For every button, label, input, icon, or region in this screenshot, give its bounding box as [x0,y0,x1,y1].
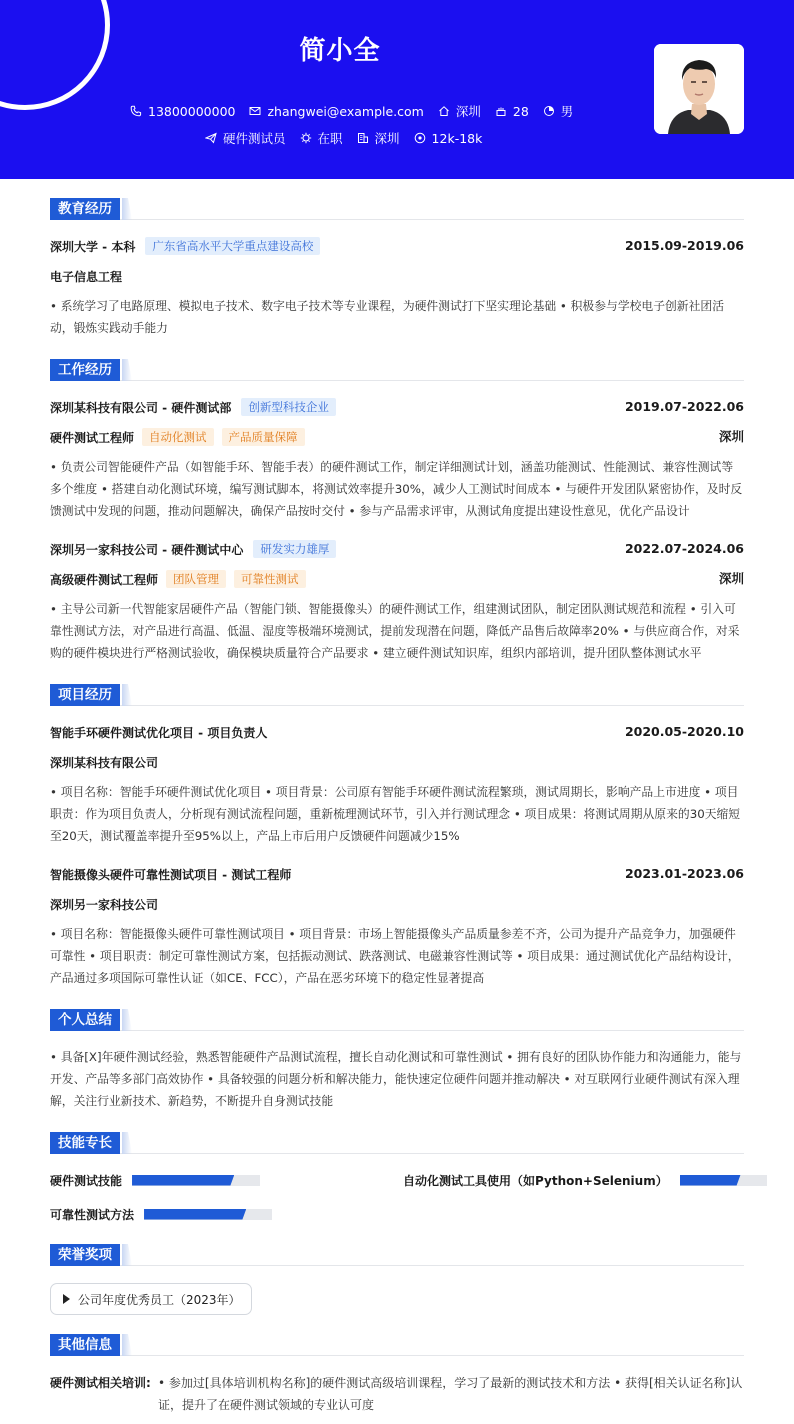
other-info-text: • 参加过[具体培训机构名称]的硬件测试高级培训课程，学习了最新的测试技术和方法 • 获得[相关认证名称]认证，提升了在硬件测试领域的专业认可度 [158,1376,743,1412]
skill-tag: 自动化测试 [142,428,214,446]
building-icon [357,132,369,144]
section-projects [50,684,744,706]
award-name: 公司年度优秀员工（2023年） [78,1292,241,1307]
section-awards [50,1244,744,1266]
gender-icon [543,105,555,117]
project-name: 智能摄像头硬件可靠性测试项目 - 测试工程师 [50,867,292,882]
project-header [50,864,744,884]
skill-level-fill [680,1175,741,1186]
other-info-row [50,1372,744,1416]
title-tail-decoration [122,684,132,706]
job-description: • 负责公司智能硬件产品（如智能手环、智能手表）的硬件测试工作，制定详细测试计划，涵盖功能测试、性能测试、兼容性测试等多个维度 • 搭建自动化测试环境，编写测试脚本，将测试效率提升30%，减少人工测试时间成本 • 与硬件开发团队紧密协作，及时反馈测试中发现的问题，推动问题解决，确保产品按时交付 • 参与产品需求评审，从测试角度提出建设性意见，优化产品设计 [50,460,743,518]
candidate-name: 简小全 [299,36,381,66]
contact-city: 深圳 [438,102,481,120]
job-city: 深圳 [357,129,400,147]
school-tag: 广东省高水平大学重点建设高校 [145,237,320,255]
education-date: 2015.09-2019.06 [624,238,744,253]
skill-name: 可靠性测试方法 [50,1207,135,1222]
project-description: • 项目名称：智能手环硬件测试优化项目 • 项目背景：公司原有智能手环硬件测试流程繁琐，测试周期长，影响产品上市进度 • 项目职责：作为项目负责人，分析现有测试流程问题，重新梳理测试环节，引入并行测试理念 • 项目成果：将测试周期从原来的30天缩短至20天，测试覆盖率提升至95%以上，产品上市后用户反馈硬件问题减少15% [50,785,741,843]
job-role: 硬件测试工程师 [50,430,135,445]
project-date: 2020.05-2020.10 [624,724,744,739]
job-salary: 12k-18k [414,131,483,146]
job-intent-row [205,129,496,147]
mail-icon [249,105,261,117]
skill-item [50,1204,272,1224]
section-work [50,359,744,381]
title-tail-decoration [122,1132,132,1154]
project-company: 深圳另一家科技公司 [50,897,159,912]
avatar-portrait [654,44,744,134]
send-icon [205,132,217,144]
job-city: 深圳 [718,429,744,444]
project-company-line [50,752,744,772]
skill-tag: 产品质量保障 [222,428,305,446]
major: 电子信息工程 [50,269,123,284]
education-description: • 系统学习了电路原理、模拟电子技术、数字电子技术等专业课程，为硬件测试打下坚实理论基础 • 积极参与学校电子创新社团活动，锻炼实践动手能力 [50,299,724,335]
salary-icon [414,132,426,144]
skill-tag: 团队管理 [166,570,226,588]
skill-item [50,1170,260,1190]
job-role-line [50,427,744,447]
project-header [50,722,744,742]
skill-level-bar [132,1175,260,1186]
age-icon [495,105,507,117]
summary-description: • 具备[X]年硬件测试经验，熟悉智能硬件产品测试流程，擅长自动化测试和可靠性测试 • 拥有良好的团队协作能力和沟通能力，能与开发、产品等多部门高效协作 • 具备较强的问题分析和解决能力，能快速定位硬件问题并推动解决 • 对互联网行业硬件测试有深入理解，关注行业新技术、新趋势，不断提升自身测试技能 [50,1050,742,1108]
section-summary [50,1009,744,1031]
job-status: 在职 [300,129,343,147]
company-name: 深圳另一家科技公司 - 硬件测试中心 [50,542,244,557]
education-header [50,236,744,256]
phone-icon [130,105,142,117]
title-tail-decoration [122,1244,132,1266]
contact-email: zhangwei@example.com [249,104,423,119]
project-company: 深圳某科技有限公司 [50,755,159,770]
section-other [50,1334,744,1356]
project-name: 智能手环硬件测试优化项目 - 项目负责人 [50,725,268,740]
section-title: 个人总结 [50,1009,120,1031]
title-tail-decoration [122,359,132,381]
job-city: 深圳 [718,571,744,586]
avatar [654,44,744,134]
job-position: 硬件测试员 [205,129,286,147]
job-date: 2019.07-2022.06 [624,399,744,414]
contact-phone: 13800000000 [130,104,235,119]
decorative-ring [0,0,110,110]
contact-gender: 男 [543,102,574,120]
section-skills [50,1132,744,1154]
contact-row [130,102,587,120]
education-major-line [50,266,744,286]
section-title: 工作经历 [50,359,120,381]
section-title: 其他信息 [50,1334,120,1356]
company-name: 深圳某科技有限公司 - 硬件测试部 [50,400,232,415]
section-title: 教育经历 [50,198,120,220]
job-header [50,539,744,559]
title-tail-decoration [122,1334,132,1356]
skill-level-fill [144,1209,246,1220]
skill-name: 硬件测试技能 [50,1173,123,1188]
job-date: 2022.07-2024.06 [624,541,744,556]
section-title: 项目经历 [50,684,120,706]
section-education [50,198,744,220]
resume-header [0,0,794,179]
skill-tag: 可靠性测试 [234,570,306,588]
title-tail-decoration [122,198,132,220]
school-name: 深圳大学 - 本科 [50,239,136,254]
company-tag: 创新型科技企业 [241,398,336,416]
job-role-line [50,569,744,589]
skill-level-fill [132,1175,234,1186]
job-description: • 主导公司新一代智能家居硬件产品（智能门锁、智能摄像头）的硬件测试工作，组建测试团队，制定团队测试规范和流程 • 引入可靠性测试方法，对产品进行高温、低温、湿度等极端环境测试，提前发现潜在问题，降低产品售后故障率20% • 与供应商合作，对采购的硬件模块进行严格测试验收，确保模块质量符合产品要求 • 建立硬件测试知识库，组织内部培训，提升团队整体测试水平 [50,602,740,660]
company-tag: 研发实力雄厚 [253,540,336,558]
status-icon [300,132,312,144]
award-item[interactable] [50,1283,252,1315]
project-description: • 项目名称：智能摄像头硬件可靠性测试项目 • 项目背景：市场上智能摄像头产品质量参差不齐，公司为提升产品竞争力，加强硬件可靠性 • 项目职责：制定可靠性测试方案，包括振动测试、跌落测试、电磁兼容性测试等 • 项目成果：通过测试优化产品结构设计，产品通过多项国际可靠性认证（如CE、FCC），产品在恶劣环境下的稳定性显著提高 [50,927,740,985]
section-title: 技能专长 [50,1132,120,1154]
job-header [50,397,744,417]
job-role: 高级硬件测试工程师 [50,572,159,587]
skill-item [403,1170,767,1190]
title-tail-decoration [122,1009,132,1031]
contact-age: 28 [495,104,529,119]
project-date: 2023.01-2023.06 [624,866,744,881]
other-info-label: 硬件测试相关培训: [50,1376,151,1390]
skill-name: 自动化测试工具使用（如Python+Selenium） [403,1173,668,1188]
section-title: 荣誉奖项 [50,1244,120,1266]
project-company-line [50,894,744,914]
skill-level-bar [680,1175,767,1186]
home-icon [438,105,450,117]
skill-level-bar [144,1209,272,1220]
expand-triangle-icon [63,1294,70,1304]
